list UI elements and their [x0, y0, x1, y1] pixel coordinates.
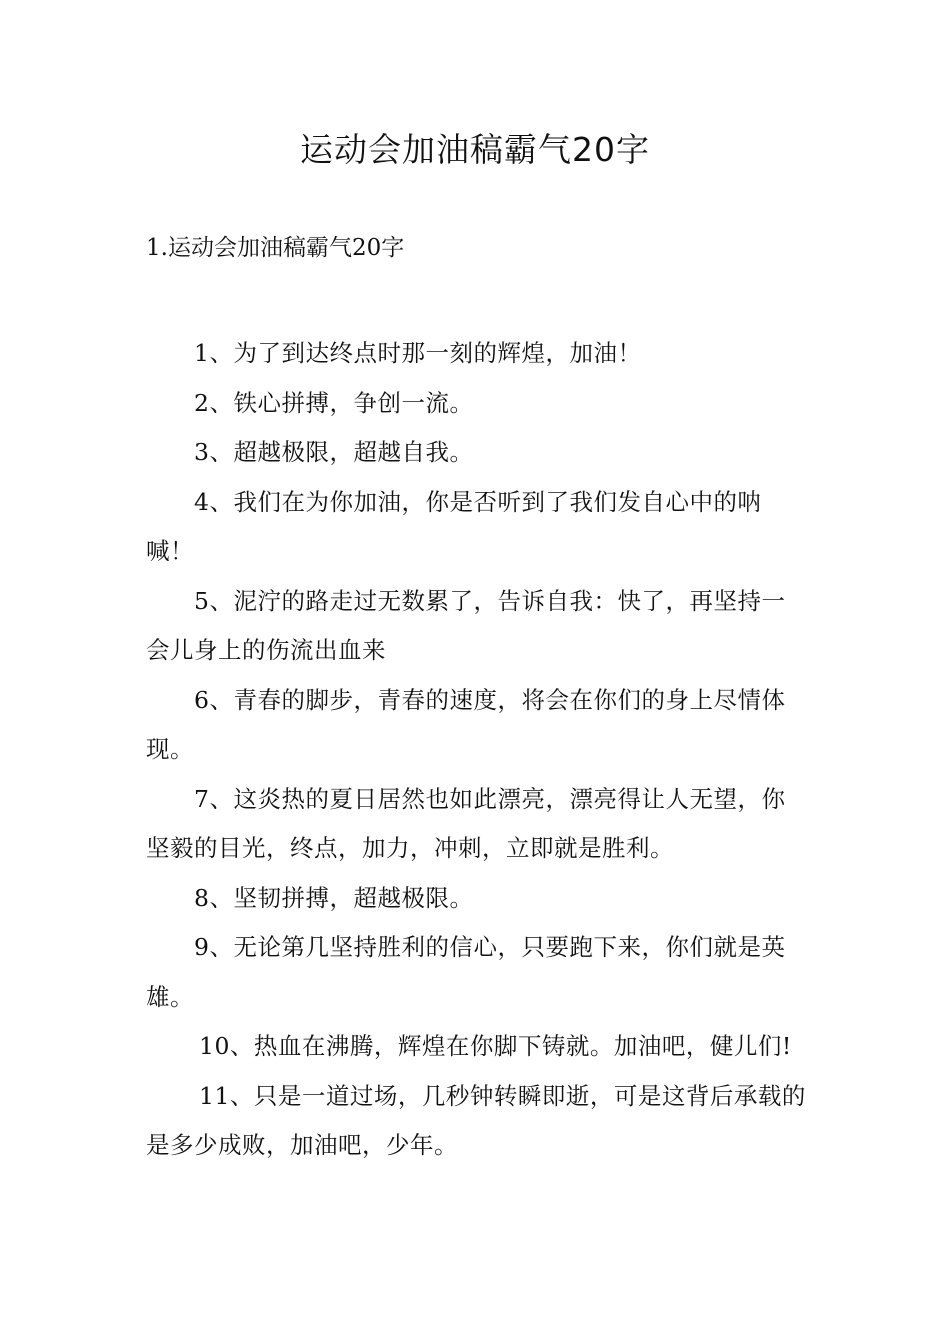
- list-item: 5、泥泞的路走过无数累了，告诉自我：快了，再坚持一会儿身上的伤流出血来: [146, 586, 786, 664]
- list-item: 1、为了到达终点时那一刻的辉煌，加油！: [194, 339, 642, 367]
- list-item: 2、铁心拼搏，争创一流。: [194, 388, 474, 417]
- section-heading: 1.运动会加油稿霸气20字: [146, 235, 405, 261]
- list-item: 8、坚韧拼搏，超越极限。: [194, 883, 474, 912]
- list-item: 9、无论第几坚持胜利的信心，只要跑下来，你们就是英雄。: [146, 933, 786, 1011]
- list-item: 11、只是一道过场，几秒钟转瞬即逝，可是这背后承载的是多少成败，加油吧，少年。: [146, 1081, 806, 1159]
- cheer-list: [146, 329, 808, 1171]
- list-item: 10、热血在沸腾，辉煌在你脚下铸就。加油吧，健儿们!: [199, 1032, 792, 1060]
- document-title: 运动会加油稿霸气20字: [300, 130, 650, 169]
- list-item: 7、这炎热的夏日居然也如此漂亮，漂亮得让人无望，你坚毅的目光，终点，加力，冲刺，立即就是胜利。: [146, 784, 786, 862]
- list-item: 6、青春的脚步，青春的速度，将会在你们的身上尽情体现。: [146, 685, 786, 763]
- list-item: 3、超越极限，超越自我。: [194, 438, 474, 466]
- list-item: 4、我们在为你加油，你是否听到了我们发自心中的呐喊！: [146, 487, 762, 565]
